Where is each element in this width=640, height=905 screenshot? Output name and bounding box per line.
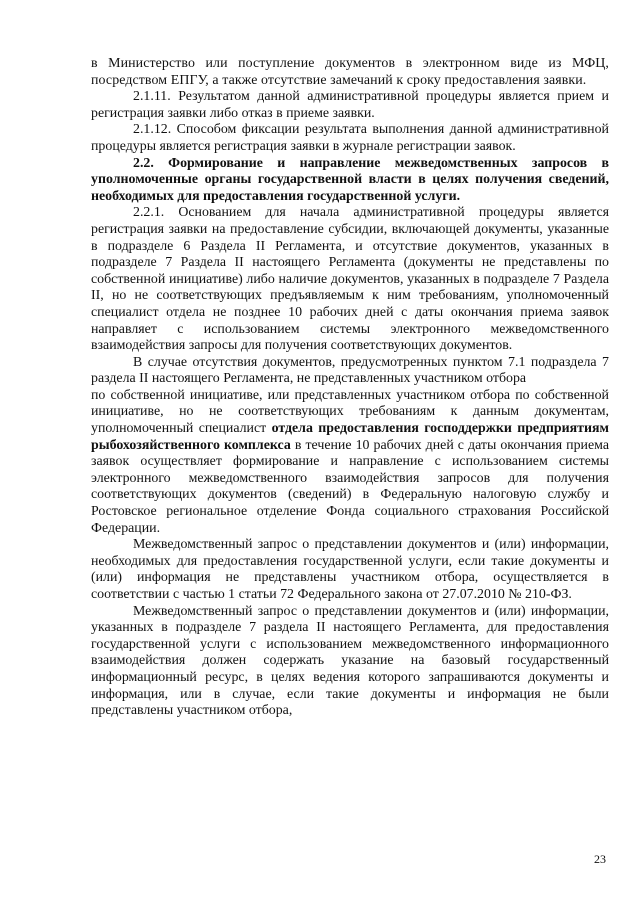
document-body (91, 56, 609, 720)
paragraph-interagency-request-1: Межведомственный запрос о представлении документов и (или) информации, необходимых для предоставления государственной услуги, если такие документы и (или) информация не представлены участником отбора, осуществляется в соответствии с частью 1 статьи 72 Федерального закона от 27.07.2010 № 210-ФЗ. (91, 537, 609, 602)
paragraph-continuation: в Министерство или поступление документов в электронном виде из МФЦ, посредством ЕПГУ, а также отсутствие замечаний к сроку предоставления заявки. (91, 56, 609, 88)
paragraph-2-1-11: 2.1.11. Результатом данной административной процедуры является прием и регистрация заявки либо отказ в приеме заявки. (91, 89, 609, 121)
paragraph-absent-documents: В случае отсутствия документов, предусмотренных пунктом 7.1 подраздела 7 раздела II настоящего Регламента, не представленных участником отбора (91, 354, 609, 387)
section-heading-2-2: 2.2. Формирование и направление межведомственных запросов в уполномоченные органы государственной власти в целях получения сведений, необходимых для предоставления государственной услуги. (91, 155, 609, 204)
paragraph-absent-documents-continued (91, 388, 609, 537)
paragraph-interagency-request-2: Межведомственный запрос о представлении документов и (или) информации, указанных в подразделе 7 раздела II настоящего Регламента, для предоставления государственной услуги с использованием межведомственного информационного взаимодействия должен содержать указание на базовый государственный информационный ресурс, в целях ведения которого запрашиваются документы и информация, или в случае, если такие документы и информация не были представлены участником отбора, (91, 603, 609, 719)
paragraph-2-1-12: 2.1.12. Способом фиксации результата выполнения данной административной процедуры является регистрация заявки в журнале регистрации заявок. (91, 122, 609, 154)
paragraph-2-2-1: 2.2.1. Основанием для начала административной процедуры является регистрация заявки на предоставление субсидии, включающей документы, указанные в подразделе 6 Раздела II Регламента, и отсутствие документов, указанных в подразделе 7 Раздела II настоящего Регламента (документы не представлены по собственной инициативе) либо наличие документов, указанных в подразделе 7 Раздела II, но не соответствующих предъявляемым к ним требованиям, уполномоченный специалист отдела не позднее 10 рабочих дней с даты окончания приема заявок направляет с использованием системы электронного межведомственного взаимодействия запросы для получения соответствующих документов. (91, 205, 609, 354)
page-number: 23 (594, 852, 606, 866)
absent-text-start: по собственной инициативе, или представленных участником отбора по собственной инициативе, но не соответствующих требованиям к данным документам, уполномоченный специалист (91, 387, 609, 437)
department-name: отдела предоставления господдержки предприятиям рыбохозяйственного комплекса (91, 421, 609, 453)
absent-text-end: в течение 10 рабочих дней с даты окончания приема заявок осуществляет формирование и направление с использованием системы электронного межведомственного взаимодействия запросов для получения соответствующих документов (сведений) в Федеральную налоговую службу и Ростовское региональное отделение Фонда социального страхования Российской Федерации. (91, 437, 609, 536)
